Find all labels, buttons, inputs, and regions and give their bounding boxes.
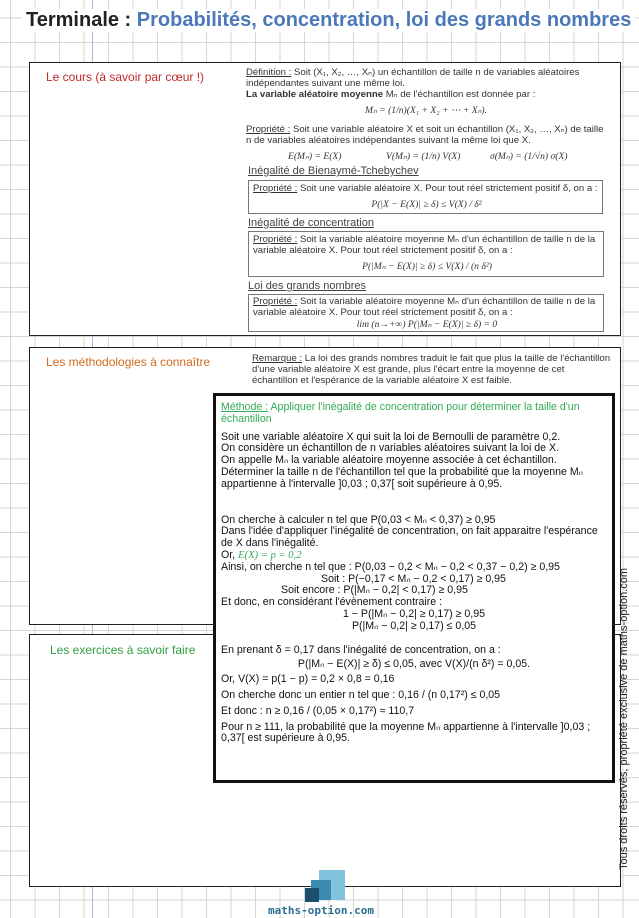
solution-line: Et donc : n ≥ 0,16 / (0,05 × 0,17²) ≈ 110,7 [221, 704, 415, 717]
concentration-formula: P(|Mₙ − E(X)| ≥ δ) ≤ V(X) / (n δ²) [362, 261, 492, 272]
lgn-text-body: Soit la variable aléatoire moyenne Mₙ d'un échantillon de taille n de la variable aléatoire X. Pour tout réel strictement positif δ, on a : [253, 296, 596, 318]
concentration-title: Inégalité de concentration [248, 217, 374, 229]
method-title [221, 402, 607, 426]
method-label: Méthode : [221, 401, 269, 413]
esperance-formula: E(X) = p = 0,2 [238, 549, 302, 561]
method-title-text: Appliquer l'inégalité de concentration pour déterminer la taille d'un échantillon [221, 401, 580, 425]
logo-text[interactable]: maths-option.com [268, 904, 374, 917]
prop1-text: Soit une variable aléatoire X et soit un échantillon (X₁, X₂, …, Xₙ) de taille n de variables aléatoires indépendantes suivant la même loi que X. [246, 124, 604, 146]
solution-line: Et donc, en considérant l'évènement contraire : [221, 596, 443, 609]
solution-line: Pour n ≥ 111, la probabilité que la moyenne Mₙ appartienne à l'intervalle ]0,03 ; 0,37[ est supérieure à 0,95. [221, 720, 591, 745]
or-label: Or, [221, 548, 239, 561]
bienayme-text [253, 183, 598, 194]
prop1 [246, 124, 611, 146]
solution-line: P(|Mₙ − 0,2| ≥ 0,17) ≤ 0,05 [351, 619, 477, 632]
solution-line: Dans l'idée d'appliquer l'inégalité de concentration, on fait apparaitre l'espérance de X dans l'inégalité. [221, 525, 598, 550]
conc-text: Soit la variable aléatoire moyenne Mₙ d'un échantillon de taille n de la variable aléatoire X. Pour tout réel strictement positif δ, on a : [253, 234, 596, 256]
section-label-methodologies: Les méthodologies à connaître [46, 355, 211, 369]
section-label-cours: Le cours (à savoir par cœur !) [46, 70, 205, 84]
logo-icon [297, 868, 367, 906]
remarque-text: La loi des grands nombres traduit le fait que plus la taille de l'échantillon d'une variable aléatoire X est grande, plus l'écart entre la moyenne de cet échantillon et l'espérance de la variable aléatoire X est faible. [252, 353, 611, 386]
bt-text: Soit une variable aléatoire X. Pour tout réel strictement positif δ, on a : [299, 183, 598, 194]
moyenne-bold: La variable aléatoire moyenne [246, 89, 384, 100]
solution-line: En prenant δ = 0,17 dans l'inégalité de concentration, on a : [221, 643, 501, 656]
section-label-exercices: Les exercices à savoir faire [50, 643, 196, 657]
lgn-title: Loi des grands nombres [248, 280, 367, 292]
cours-box [29, 62, 621, 336]
remarque-label: Remarque : [252, 353, 303, 364]
title-subject: Probabilités, concentration, loi des grands nombres [136, 9, 632, 31]
enonce-line: Soit une variable aléatoire X qui suit la loi de Bernoulli de paramètre 0,2. [221, 430, 561, 443]
moyenne-def [246, 89, 606, 100]
moyenne-formula: Mₙ = (1/n)(X₁ + X₂ + ⋯ + Xₙ). [364, 105, 487, 116]
solution-line: Soit encore : P(|Mₙ − 0,2| < 0,17) ≥ 0,95 [281, 584, 468, 597]
lgn-box [248, 294, 604, 332]
lgn-formula: lim (n→+∞) P(|Mₙ − E(X)| ≥ δ) = 0 [356, 319, 498, 330]
bienayme-title: Inégalité de Bienaymé-Tchebychev [248, 165, 419, 177]
bienayme-box [248, 180, 603, 214]
bienayme-formula: P(|X − E(X)| ≥ δ) ≤ V(X) / δ² [371, 199, 482, 210]
conc-label: Propriété : [253, 234, 298, 245]
solution-line: 1 − P(|Mₙ − 0,2| ≥ 0,17) ≥ 0,95 [342, 607, 486, 620]
prop1-label: Propriété : [246, 124, 291, 135]
prop1-formula-3: σ(Mₙ) = (1/√n) σ(X) [490, 151, 568, 162]
solution-line: Soit : P(−0,17 < Mₙ − 0,2 < 0,17) ≥ 0,95 [321, 572, 506, 585]
prop1-formula-1: E(Mₙ) = E(X) [288, 151, 342, 162]
definition-text: Soit (X₁, X₂, …, Xₙ) un échantillon de taille n de variables aléatoires indépendantes suivant une même loi. [246, 67, 580, 89]
solution-line: On cherche à calculer n tel que P(0,03 < Mₙ < 0,37) ≥ 0,95 [221, 513, 496, 526]
solution-line: On cherche donc un entier n tel que : 0,16 / (n 0,17²) ≤ 0,05 [221, 688, 501, 701]
copyright-text: Tous droits réservés, propriété exclusive de maths-option.com [618, 567, 630, 870]
solution-line [221, 550, 607, 562]
solution-line: Ainsi, on cherche n tel que : P(0,03 − 0,2 < Mₙ − 0,2 < 0,37 − 0,2) ≥ 0,95 [221, 560, 560, 573]
solution-line: P(|Mₙ − E(X)| ≥ δ) ≤ 0,05, avec V(X)/(n δ²) = 0,05. [297, 658, 531, 671]
page-title [22, 9, 635, 32]
concentration-box [248, 231, 604, 277]
title-prefix: Terminale : [26, 9, 137, 31]
remarque [252, 353, 612, 386]
solution-line: Or, V(X) = p(1 − p) = 0,2 × 0,8 = 0,16 [221, 673, 395, 686]
bt-label: Propriété : [253, 183, 298, 194]
lgn-text [253, 296, 601, 318]
definition-label: Définition : [246, 67, 292, 78]
concentration-text [253, 234, 601, 256]
enonce-line: On appelle Mₙ la variable aléatoire moyenne associée à cet échantillon. [221, 454, 557, 467]
definition [246, 67, 606, 89]
enonce-line: On considère un échantillon de n variables aléatoires suivant la loi de X. [221, 442, 560, 455]
lgn-label: Propriété : [253, 296, 298, 307]
enonce-line: Déterminer la taille n de l'échantillon tel que la probabilité que la moyenne Mₙ appartienne à l'intervalle ]0,03 ; 0,37[ soit supérieure à 0,95. [221, 465, 583, 490]
prop1-formula-2: V(Mₙ) = (1/n) V(X) [386, 151, 461, 162]
method-box [213, 393, 615, 783]
moyenne-rest: Mₙ de l'échantillon est donnée par : [385, 89, 536, 100]
